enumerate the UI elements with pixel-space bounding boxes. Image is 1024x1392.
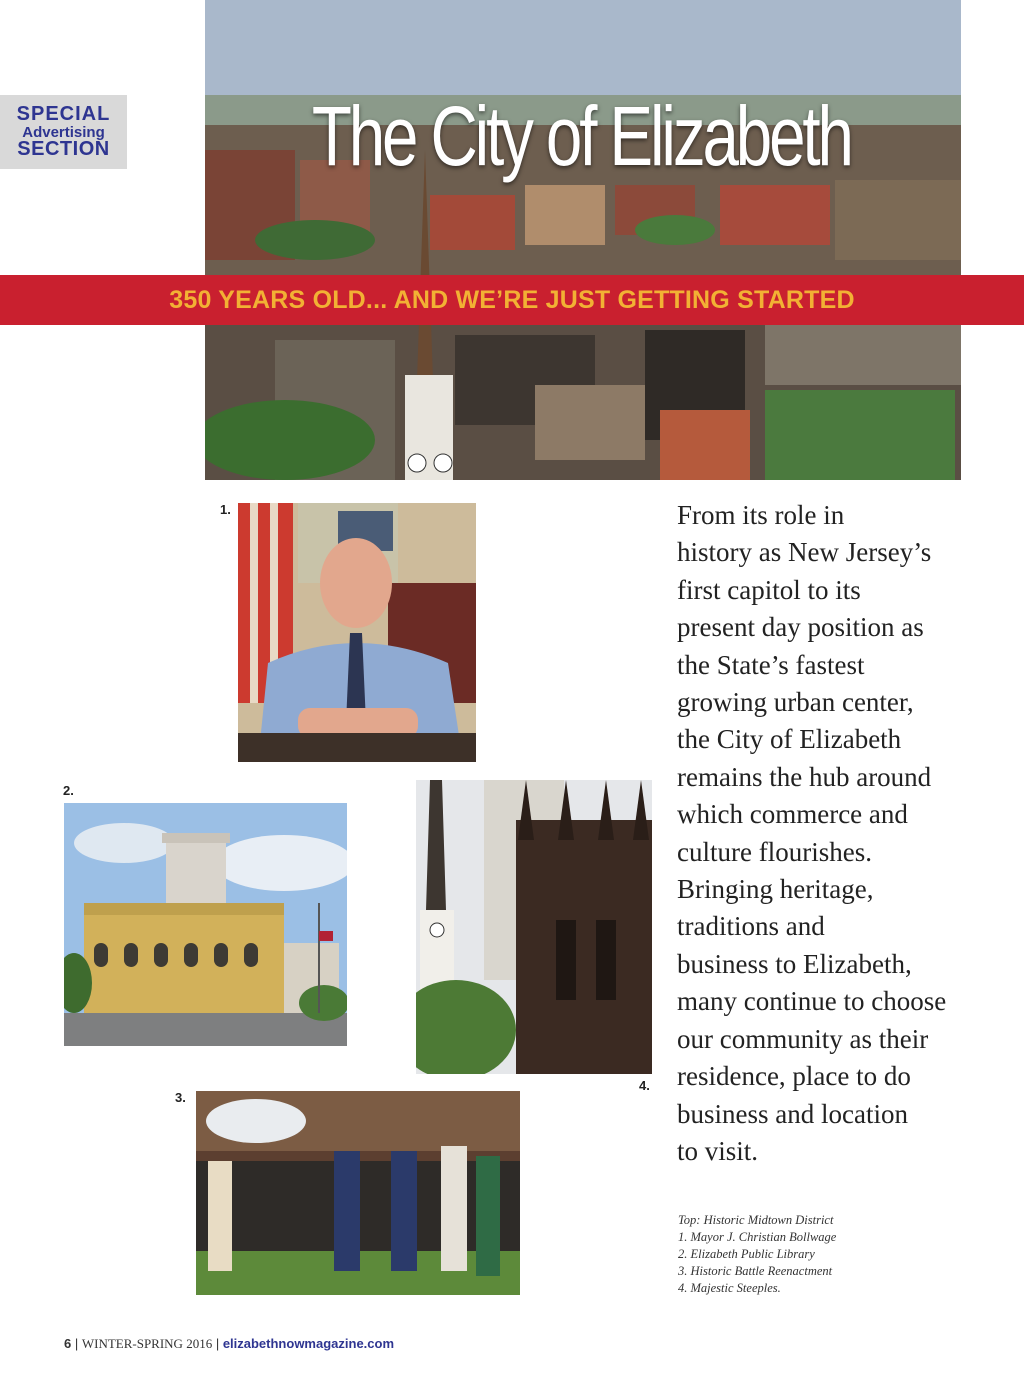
badge-line-section: SECTION bbox=[17, 138, 110, 160]
photo-2-number: 2. bbox=[63, 783, 74, 798]
photo-reenactment bbox=[196, 1091, 520, 1295]
badge-line-special: SPECIAL bbox=[16, 103, 111, 125]
photo-4-number: 4. bbox=[639, 1078, 650, 1093]
intro-line: which commerce and bbox=[677, 799, 908, 830]
intro-line: growing urban center, bbox=[677, 687, 914, 718]
footer-separator: | bbox=[71, 1336, 82, 1351]
badge-line-advertising: Advertising bbox=[22, 124, 105, 141]
intro-line: remains the hub around bbox=[677, 761, 932, 792]
aerial-city-illustration bbox=[205, 0, 961, 480]
photo-captions bbox=[678, 1212, 978, 1297]
intro-line: business and location bbox=[677, 1098, 908, 1129]
intro-line: From its role in bbox=[677, 500, 845, 530]
intro-line: business to Elizabeth, bbox=[677, 948, 912, 979]
photo-steeples bbox=[416, 780, 652, 1074]
reenactment-illustration bbox=[196, 1091, 520, 1295]
intro-line: history as New Jersey’s bbox=[677, 537, 932, 568]
photo-3-number: 3. bbox=[175, 1090, 186, 1105]
hero-title: The City of Elizabeth bbox=[311, 89, 851, 183]
page-number: 6 bbox=[64, 1336, 72, 1351]
photo-library bbox=[64, 803, 347, 1046]
intro-line: culture flourishes. bbox=[677, 836, 872, 867]
photo-mayor bbox=[238, 503, 476, 762]
photo-1-number: 1. bbox=[220, 502, 231, 517]
issue-label: WINTER-SPRING 2016 bbox=[81, 1336, 213, 1351]
special-advertising-badge bbox=[0, 95, 127, 169]
intro-line: residence, place to do bbox=[677, 1061, 911, 1092]
caption-4: 4. Majestic Steeples. bbox=[678, 1281, 781, 1295]
intro-line: the City of Elizabeth bbox=[677, 724, 902, 755]
intro-line: traditions and bbox=[677, 911, 825, 942]
website-link[interactable]: elizabethnowmagazine.com bbox=[222, 1336, 395, 1351]
caption-top: Top: Historic Midtown District bbox=[678, 1213, 834, 1227]
tagline-text: 350 YEARS OLD... AND WE’RE JUST GETTING STARTED bbox=[169, 286, 855, 314]
steeples-illustration bbox=[416, 780, 652, 1074]
library-illustration bbox=[64, 803, 347, 1046]
intro-line: to visit. bbox=[677, 1135, 759, 1166]
intro-line: the State’s fastest bbox=[677, 649, 865, 680]
footer-separator: | bbox=[212, 1336, 223, 1351]
intro-line: present day position as bbox=[677, 612, 924, 643]
mayor-portrait-illustration bbox=[238, 503, 476, 762]
caption-3: 3. Historic Battle Reenactment bbox=[678, 1264, 833, 1278]
intro-line: our community as their bbox=[677, 1023, 929, 1054]
caption-1: 1. Mayor J. Christian Bollwage bbox=[678, 1230, 837, 1244]
intro-paragraph bbox=[677, 497, 977, 1170]
intro-line: Bringing heritage, bbox=[677, 874, 874, 905]
intro-line: first capitol to its bbox=[677, 574, 861, 605]
hero-aerial-photo bbox=[205, 0, 961, 480]
intro-line: many continue to choose bbox=[677, 986, 947, 1017]
caption-2: 2. Elizabeth Public Library bbox=[678, 1247, 815, 1261]
page-footer bbox=[64, 1336, 394, 1352]
